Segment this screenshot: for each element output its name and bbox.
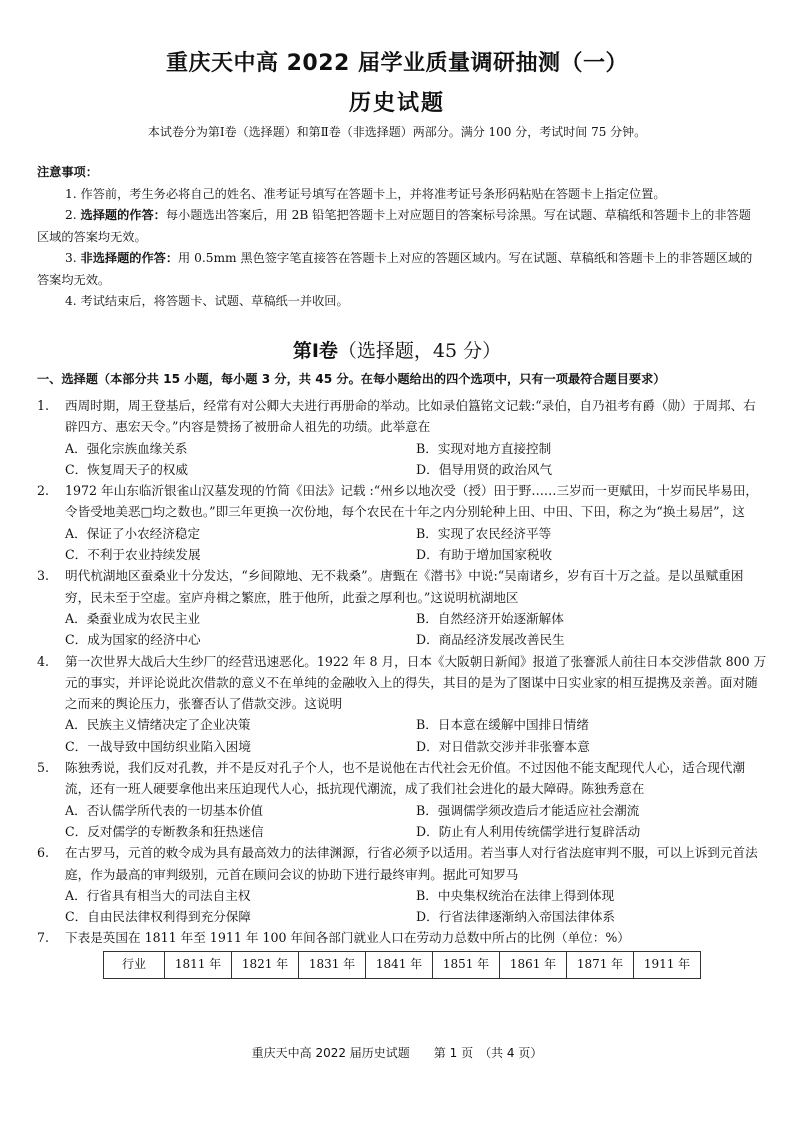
table-header-cell: 1861 年 <box>500 951 567 978</box>
note-2 <box>37 205 759 248</box>
option-a: A．民族主义情绪决定了企业决策 <box>65 717 251 733</box>
option-a: A．保证了小农经济稳定 <box>65 525 201 541</box>
part-rest: （选择题，45 分） <box>337 340 502 362</box>
table-header-cell: 行业 <box>104 951 165 978</box>
question-5 <box>37 757 767 842</box>
option-a: A．行省具有相当大的司法自主权 <box>65 887 251 903</box>
part-bold: 第Ⅰ卷 <box>292 340 338 362</box>
notes-heading: 注意事项： <box>37 165 98 179</box>
option-d: D．对日借款交涉并非张謇本意 <box>416 738 590 754</box>
question-7 <box>37 927 767 948</box>
question-stem: 在古罗马，元首的敕令成为具有最高效力的法律渊源，行省必须予以适用。若当事人对行省法庭审判不服，可以上诉到元首法庭，作为最高的审判级别，元首在顾问会议的协助下进行最终审判。据此可知罗马 <box>65 845 758 882</box>
options <box>65 714 767 757</box>
question-number: 2. <box>37 483 50 499</box>
question-number: 7. <box>37 930 50 946</box>
note-2-text: 每小题选出答案后，用 2B 铅笔把答题卡上对应题目的答案标号涂黑。写在试题、草稿纸和答题卡上的非答题区域的答案均无效。 <box>37 208 751 244</box>
note-1: 1. 作答前，考生务必将自己的姓名、准考证号填写在答题卡上，并将准考证号条形码粘贴在答题卡上指定位置。 <box>65 186 666 201</box>
option-d: D．有助于增加国家税收 <box>416 547 553 563</box>
option-d: D．商品经济发展改善民生 <box>416 632 565 648</box>
question-stem: 明代杭湖地区蚕桑业十分发达，“乡间隙地、无不栽桑”。唐甄在《潜书》中说:“吴南诸乡，岁有百十万之益。是以虽赋重困穷，民未至于空虚。室庐舟楫之繁庶，胜于他所，此蚕之厚利也。”这说明杭湖地区 <box>65 568 744 605</box>
question-number: 1. <box>37 398 50 413</box>
option-c: C．恢复周天子的权威 <box>65 461 188 477</box>
question-2 <box>37 480 767 565</box>
option-b: B．实现对地方直接控制 <box>416 440 552 456</box>
table-header-row <box>104 951 701 978</box>
part-heading <box>0 336 794 363</box>
option-d: D．防止有人利用传统儒学进行复辟活动 <box>416 823 641 839</box>
table-header-cell: 1821 年 <box>232 951 299 978</box>
note-4: 4. 考试结束后，将答题卡、试题、草稿纸一并收回。 <box>65 294 349 308</box>
option-d: D．行省法律逐渐纳入帝国法律体系 <box>416 909 616 925</box>
option-c: C．自由民法律权利得到充分保障 <box>65 909 251 925</box>
question-number: 3. <box>37 568 50 584</box>
question-1 <box>37 395 767 480</box>
question-number: 4. <box>37 653 50 669</box>
option-c: C．成为国家的经济中心 <box>65 632 201 648</box>
exam-info: 本试卷分为第Ⅰ卷（选择题）和第Ⅱ卷（非选择题）两部分。满分 100 分，考试时间 75 分钟。 <box>147 125 647 139</box>
options <box>65 800 767 843</box>
table-header-cell: 1811 年 <box>165 951 232 978</box>
option-a: A．桑蚕业成为农民主业 <box>65 610 201 626</box>
option-a: A．否认儒学所代表的一切基本价值 <box>65 802 264 818</box>
note-3-prefix: 3. <box>65 251 81 265</box>
table-header-cell: 1841 年 <box>366 951 433 978</box>
note-3-text: 用 0.5mm 黑色签字笔直接答在答题卡上对应的答题区域内。写在试题、草稿纸和答题卡上的非答题区域的答案均无效。 <box>37 251 753 287</box>
option-b: B．日本意在缓解中国排日情绪 <box>416 717 589 733</box>
question-stem: 陈独秀说，我们反对孔教，并不是反对孔子个人，也不是说他在古代社会无价值。不过因他不能支配现代人心，适合现代潮流，还有一班人硬要拿他出来压迫现代人心，抵抗现代潮流，成了我们社会进化的最大障碍。陈独秀意在 <box>65 760 746 797</box>
question-4 <box>37 651 767 757</box>
table-header-cell: 1871 年 <box>567 951 634 978</box>
note-3 <box>37 248 759 291</box>
note-3-bold: 非选择题的作答： <box>80 251 179 265</box>
question-number: 5. <box>37 760 50 776</box>
option-c: C．反对儒学的专断教条和狂热迷信 <box>65 823 264 839</box>
table-header-cell: 1831 年 <box>299 951 366 978</box>
question-6 <box>37 842 767 927</box>
options <box>65 523 767 566</box>
exam-title: 重庆天中高 2022 届学业质量调研抽测（一） <box>165 51 629 76</box>
table-header-cell: 1911 年 <box>634 951 701 978</box>
option-b: B．自然经济开始逐渐解体 <box>416 610 564 626</box>
question-3 <box>37 565 767 650</box>
page-footer: 重庆天中高 2022 届历史试题 第 1 页 （共 4 页） <box>251 1046 543 1060</box>
question-number: 6. <box>37 845 50 861</box>
note-2-bold: 选择题的作答： <box>80 208 166 222</box>
option-b: B．强调儒学须改造后才能适应社会潮流 <box>416 802 640 818</box>
exam-subject: 历史试题 <box>348 91 445 116</box>
question-stem: 下表是英国在 1811 年至 1911 年 100 年间各部门就业人口在劳动力总数中所占的比例（单位：%） <box>65 930 630 946</box>
option-c: C．不利于农业持续发展 <box>65 547 201 563</box>
questions-list <box>37 395 767 979</box>
option-b: B．实现了农民经济平等 <box>416 525 552 541</box>
options <box>65 885 767 928</box>
question-stem: 1972 年山东临沂银雀山汉墓发现的竹简《田法》记载 :“州乡以地次受（授）田于野……三岁而一更赋田，十岁而民毕易田，令皆受地美恶□均之数也。”即三年更换一次份地，每个农民在十年之内分别轮种上田、中田、下田，称之为“换土易居”，这 <box>65 483 759 520</box>
options <box>65 608 767 651</box>
employment-table <box>103 951 701 979</box>
question-stem: 第一次世界大战后大生纱厂的经营迅速恶化。1922 年 8 月，日本《大阪朝日新闻》报道了张謇派人前往日本交涉借款 800 万元的事实，并评论说此次借款的意义不在单纯的金融收入上的得失，其目的是为了图谋中日实业家的相互提携及亲善。面对随之而来的舆论压力，张謇否认了借款交涉。这说明 <box>65 653 767 712</box>
options <box>65 438 767 481</box>
table-header-cell: 1851 年 <box>433 951 500 978</box>
option-d: D．倡导用贤的政治风气 <box>416 461 553 477</box>
option-c: C．一战导致中国纺织业陷入困境 <box>65 738 251 754</box>
question-stem: 西周时期，周王登基后，经常有对公卿大夫进行再册命的举动。比如录伯簋铭文记载:“录伯，自乃祖考有爵（勋）于周邦、右辟四方、惠宏天令。”内容是赞扬了被册命人祖先的功绩。此举意在 <box>65 398 756 435</box>
section-heading: 一、选择题（本部分共 15 小题，每小题 3 分，共 45 分。在每小题给出的四个选项中，只有一项最符合题目要求） <box>37 372 666 386</box>
option-b: B．中央集权统治在法律上得到体现 <box>416 887 615 903</box>
note-2-prefix: 2. <box>65 208 81 222</box>
notes-block <box>37 162 759 313</box>
option-a: A．强化宗族血缘关系 <box>65 440 188 456</box>
